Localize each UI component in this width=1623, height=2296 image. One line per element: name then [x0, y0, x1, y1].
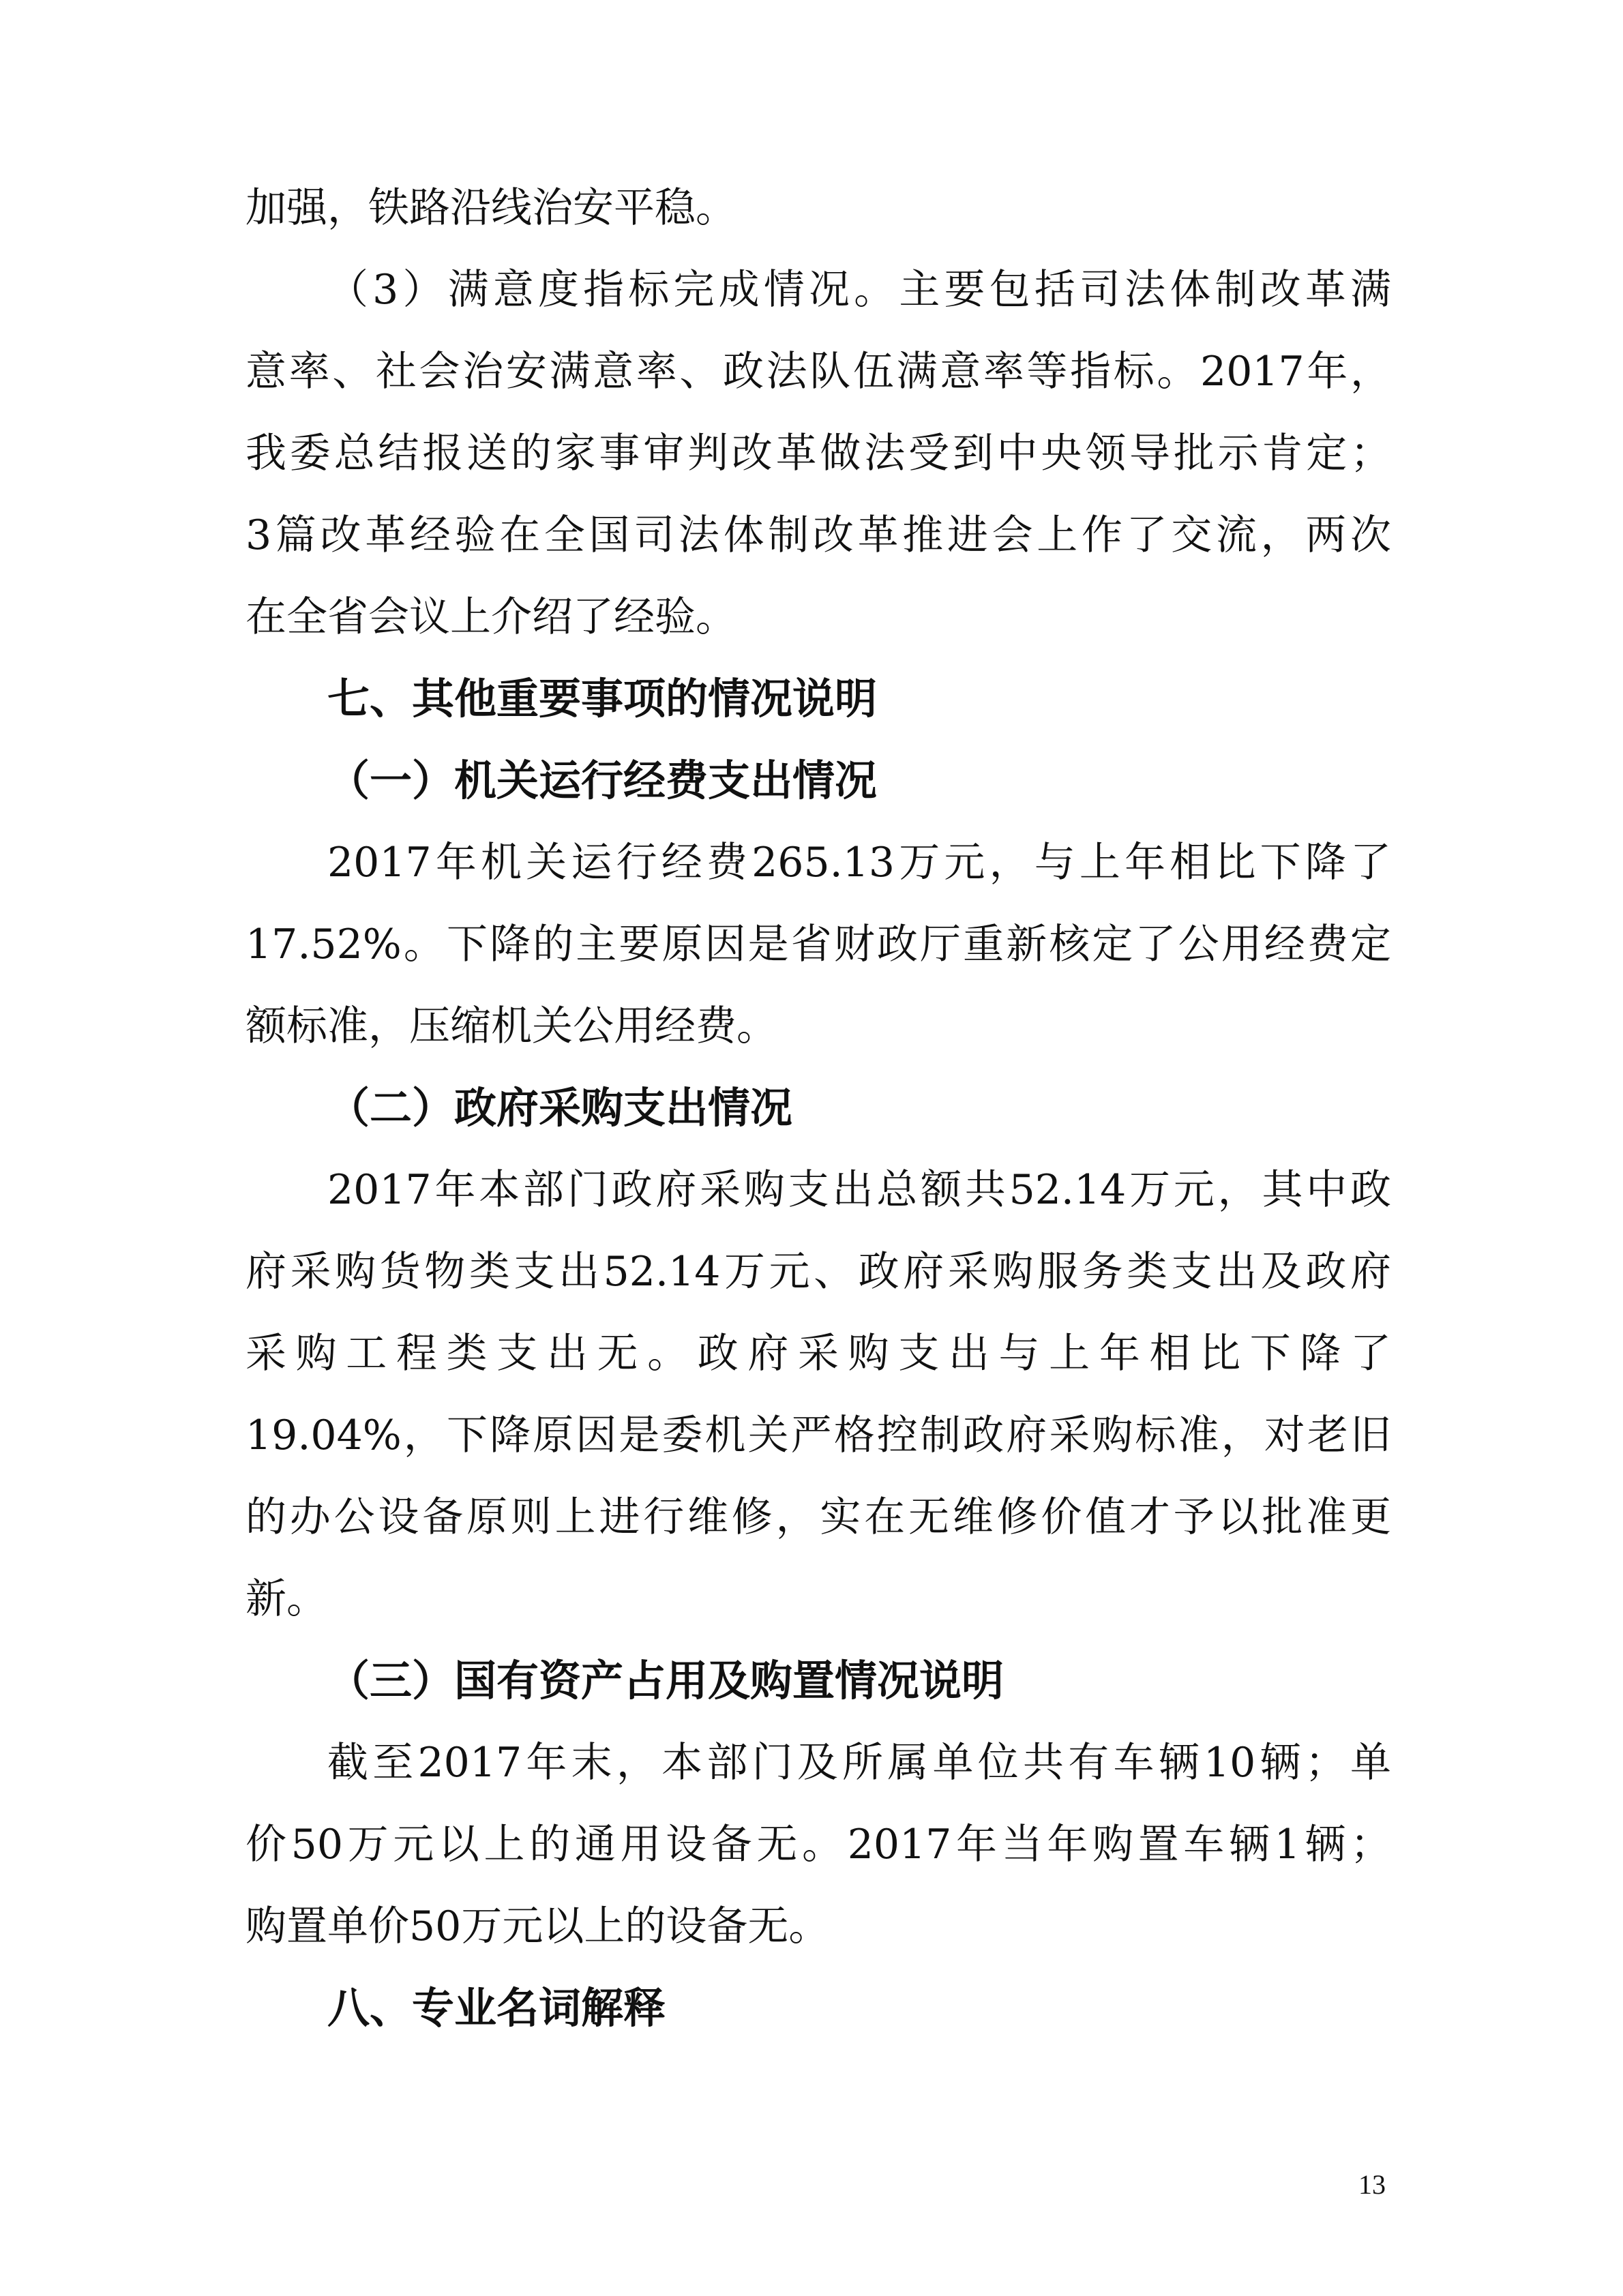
paragraph-line: 3篇改革经验在全国司法体制改革推进会上作了交流，两次	[245, 511, 1391, 559]
paragraph-line: 购置单价50万元以上的设备无。	[245, 1903, 830, 1950]
subsection-heading-7-2: （二）政府采购支出情况	[327, 1083, 793, 1133]
paragraph-line: 新。	[245, 1575, 327, 1623]
subsection-heading-7-3: （三）国有资产占用及购置情况说明	[327, 1656, 1004, 1705]
paragraph-line: 的办公设备原则上进行维修，实在无维修价值才予以批准更	[245, 1493, 1391, 1541]
paragraph-line: 府采购货物类支出52.14万元、政府采购服务类支出及政府	[245, 1248, 1391, 1296]
paragraph-line: 价50万元以上的通用设备无。2017年当年购置车辆1辆；	[245, 1821, 1391, 1868]
paragraph-line: 2017年机关运行经费265.13万元，与上年相比下降了	[327, 839, 1391, 886]
paragraph-line: 2017年本部门政府采购支出总额共52.14万元，其中政	[327, 1166, 1391, 1214]
paragraph-line: （3）满意度指标完成情况。主要包括司法体制改革满	[327, 266, 1391, 314]
page-number: 13	[1358, 2169, 1386, 2200]
paragraph-line: 截至2017年末，本部门及所属单位共有车辆10辆；单	[327, 1739, 1391, 1787]
subsection-heading-7-1: （一）机关运行经费支出情况	[327, 756, 878, 805]
paragraph-line: 加强，铁路沿线治安平稳。	[245, 184, 736, 232]
paragraph-line: 意率、社会治安满意率、政法队伍满意率等指标。2017年，	[245, 348, 1391, 396]
paragraph-line: 在全省会议上介绍了经验。	[245, 593, 736, 641]
section-heading-7: 七、其他重要事项的情况说明	[327, 674, 878, 724]
paragraph-line: 17.52%。下降的主要原因是省财政厅重新核定了公用经费定	[245, 921, 1391, 968]
paragraph-line: 19.04%，下降原因是委机关严格控制政府采购标准，对老旧	[245, 1412, 1391, 1459]
section-heading-8: 八、专业名词解释	[327, 1983, 666, 2033]
document-body	[245, 167, 1391, 2049]
paragraph-line: 采购工程类支出无。政府采购支出与上年相比下降了	[245, 1330, 1391, 1377]
paragraph-line: 我委总结报送的家事审判改革做法受到中央领导批示肯定；	[245, 430, 1391, 477]
paragraph-line: 额标准，压缩机关公用经费。	[245, 1002, 777, 1050]
